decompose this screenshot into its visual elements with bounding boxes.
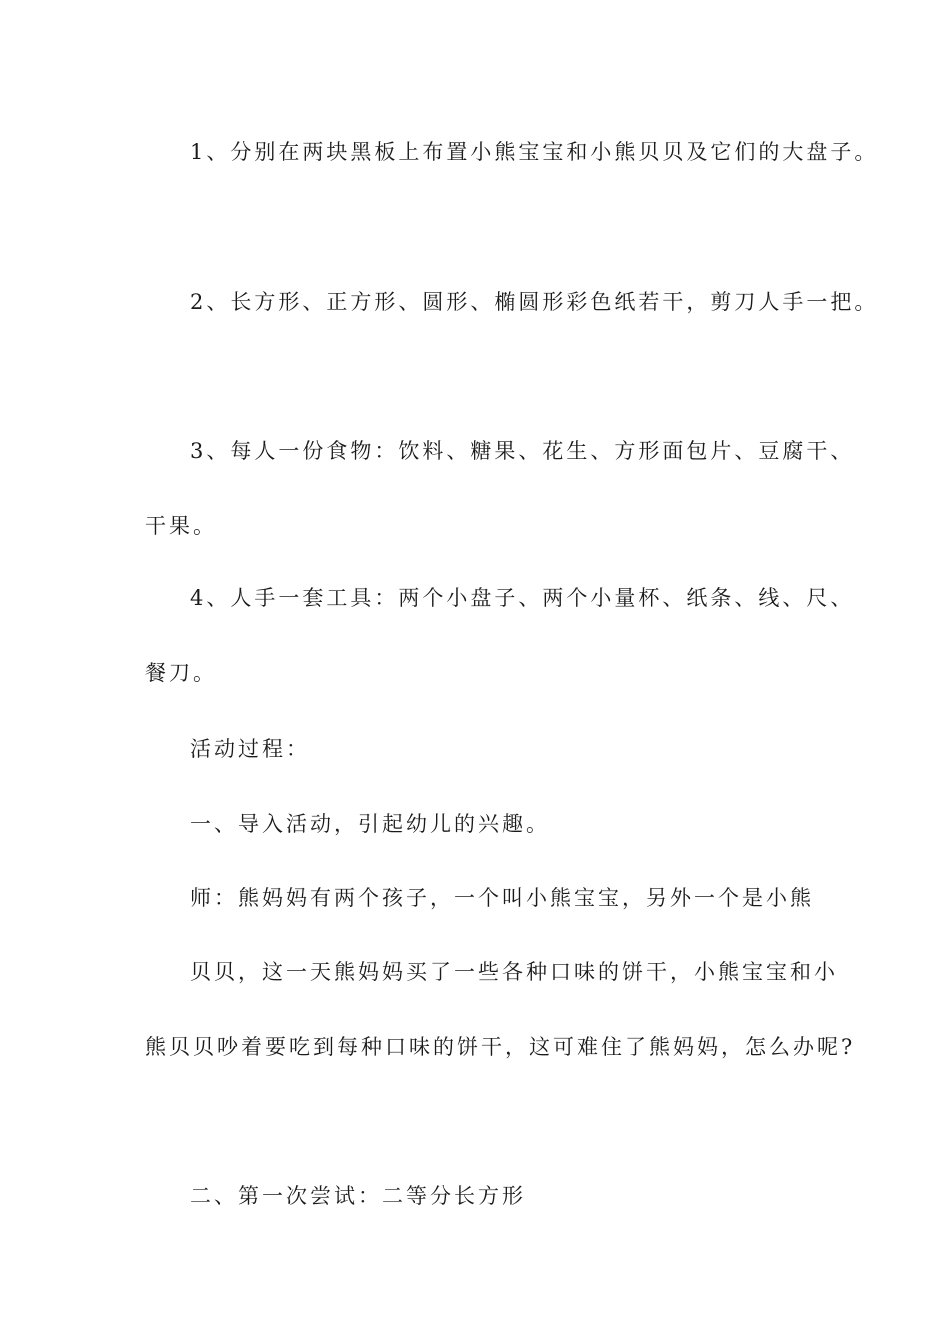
- teacher-dialogue-line-2: 贝贝，这一天熊妈妈买了一些各种口味的饼干，小熊宝宝和小: [190, 960, 838, 984]
- material-item-4-continued: 餐刀。: [145, 661, 217, 685]
- section-heading-activity-process: 活动过程：: [190, 737, 310, 761]
- teacher-dialogue-line-3: 熊贝贝吵着要吃到每种口味的饼干，这可难住了熊妈妈，怎么办呢?: [145, 1035, 856, 1059]
- material-item-2: 2、长方形、正方形、圆形、椭圆形彩色纸若干，剪刀人手一把。: [190, 290, 879, 314]
- material-item-1: 1、分别在两块黑板上布置小熊宝宝和小熊贝贝及它们的大盘子。: [190, 140, 879, 164]
- material-item-4: 4、人手一套工具：两个小盘子、两个小量杯、纸条、线、尺、: [190, 586, 855, 610]
- material-item-3-continued: 干果。: [145, 514, 217, 538]
- material-item-3: 3、每人一份食物：饮料、糖果、花生、方形面包片、豆腐干、: [190, 439, 855, 463]
- step-heading-1: 一、导入活动，引起幼儿的兴趣。: [190, 812, 550, 836]
- teacher-dialogue-line-1: 师：熊妈妈有两个孩子，一个叫小熊宝宝，另外一个是小熊: [190, 886, 814, 910]
- step-heading-2: 二、第一次尝试：二等分长方形: [190, 1184, 526, 1208]
